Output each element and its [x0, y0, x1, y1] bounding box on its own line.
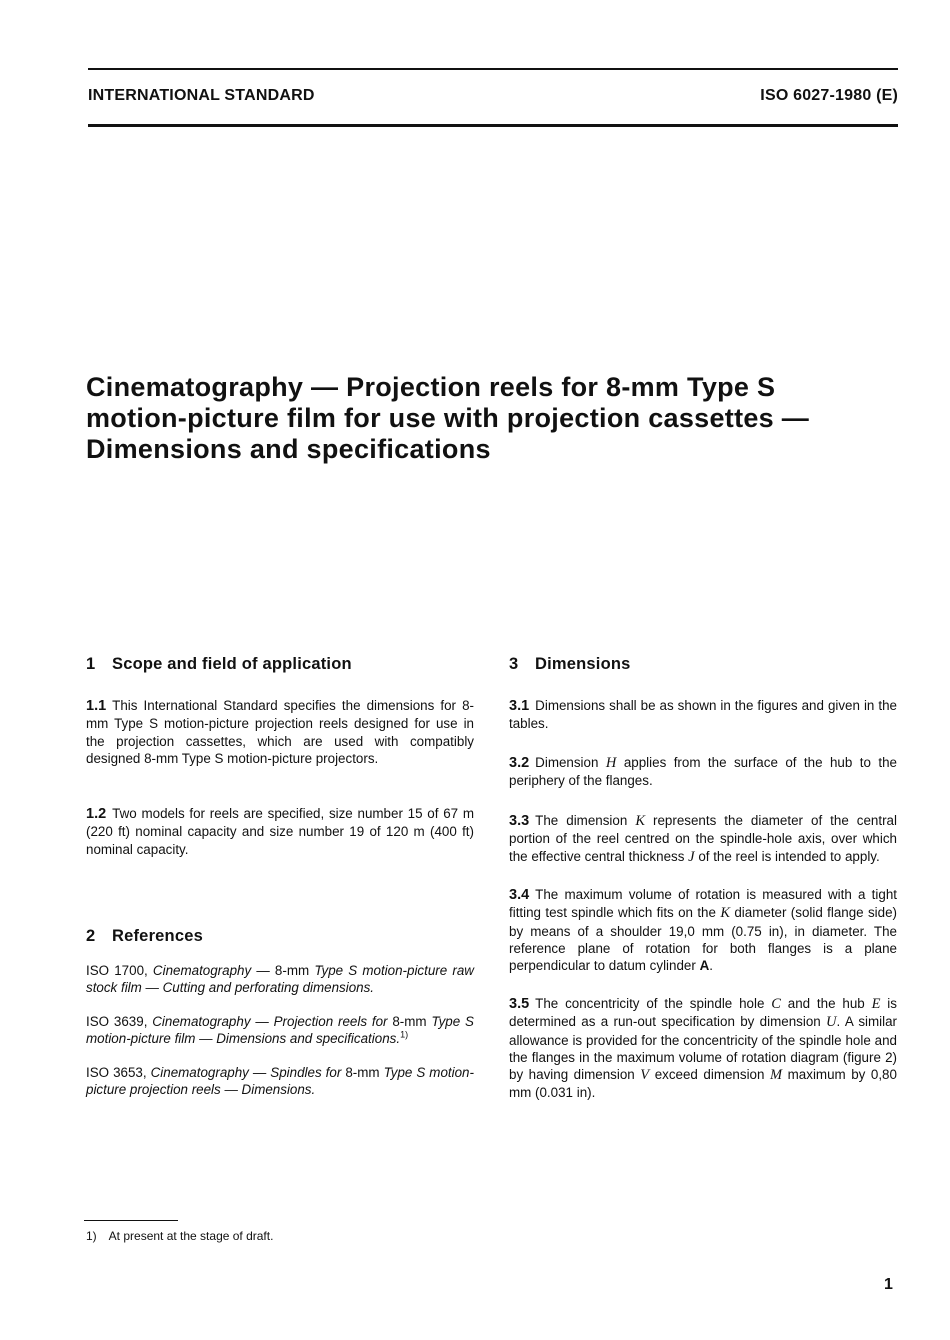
- clause-text: diameter (solid flange side) by means of a shoulder 19,0 mm (0.75 in), in diameter. The reference plane of rotation for both flanges is a plane perpendicular to datum cylinder: [509, 905, 897, 974]
- clause-number: 3.4: [509, 887, 530, 903]
- ref-format: 8-mm: [274, 963, 310, 978]
- header-top-rule: [88, 68, 898, 70]
- standard-number: ISO 6027-1980 (E): [760, 87, 898, 104]
- clause-text: Dimension: [535, 755, 599, 770]
- ref-dash: —: [252, 1065, 267, 1080]
- clause-text: of the reel is intended to apply.: [698, 848, 880, 864]
- clause-text: exceed dimension: [654, 1067, 765, 1083]
- doc-type-label: INTERNATIONAL STANDARD: [88, 87, 315, 104]
- dimension-symbol: K: [720, 905, 730, 922]
- datum-label: A: [699, 958, 710, 974]
- ref-title-part: Type S motion-picture raw stock film — Cutting and perforating dimensions.: [86, 963, 474, 996]
- clause-text: represents the diameter of the central portion of the reel centred on the spindle-hole axis, over which the effective central thickness: [509, 813, 897, 864]
- clause-text: Two models for reels are specified, size number 15 of 67 m (220 ft) nominal capacity and size number 19 of 120 m (400 ft) nominal capacity.: [86, 806, 474, 857]
- ref-title-part: Cinematography: [150, 1065, 249, 1080]
- ref-code: ISO 3653,: [86, 1065, 147, 1080]
- clause-number: 3.5: [509, 996, 530, 1012]
- clause-text: applies from the surface of the hub to the periphery of the flanges.: [509, 755, 897, 789]
- clause-text: The concentricity of the spindle hole: [535, 996, 765, 1011]
- ref-title-part: Cinematography: [152, 963, 252, 978]
- clause-number: 3.1: [509, 698, 530, 714]
- section-number: 3: [509, 655, 519, 673]
- section-3-heading: [509, 655, 631, 674]
- clause-number: 3.3: [509, 813, 530, 829]
- footnote: [86, 1229, 273, 1243]
- ref-format: 8-mm: [345, 1065, 380, 1080]
- section-title: References: [112, 927, 203, 945]
- section-title: Dimensions: [535, 655, 631, 673]
- title-line-2: motion-picture film for use with projection cassettes —: [86, 403, 810, 433]
- clause-3-1: [509, 697, 897, 733]
- section-number: 2: [86, 927, 96, 945]
- clause-3-2: [509, 754, 897, 790]
- clause-number: 3.2: [509, 755, 530, 771]
- clause-text: maximum by 0,80 mm (0.031 in).: [509, 1067, 897, 1101]
- dimension-symbol: K: [635, 813, 645, 829]
- clause-text: is determined as a run-out specification by dimension: [509, 996, 897, 1030]
- reference-iso-3653: [86, 1064, 474, 1099]
- page-number: 1: [884, 1276, 893, 1293]
- clause-number: 1.1: [86, 698, 107, 714]
- dimension-symbol: M: [770, 1067, 783, 1084]
- clause-3-3: [509, 812, 897, 866]
- dimension-symbol: V: [640, 1067, 650, 1084]
- dimension-symbol: H: [605, 755, 617, 771]
- clause-1-1: [86, 697, 474, 767]
- section-number: 1: [86, 655, 96, 673]
- title-line-1: Cinematography — Projection reels for 8-mm Type S: [86, 372, 776, 402]
- clause-text: The dimension: [535, 813, 628, 828]
- section-2-heading: [86, 927, 203, 946]
- clause-3-5: [509, 995, 897, 1102]
- clause-text: This International Standard specifies the dimensions for 8-mm Type S motion-picture projection reels designed for use in the projection cassettes, which are used with compatibly designed 8-mm Type S motion-picture projectors.: [86, 698, 474, 766]
- ref-title-part: Type S motion-picture projection reels — Dimensions.: [86, 1065, 474, 1098]
- ref-code: ISO 3639,: [86, 1014, 148, 1029]
- footnote-mark: 1): [86, 1229, 97, 1243]
- dimension-symbol: J: [688, 848, 695, 865]
- reference-iso-3639: [86, 1013, 474, 1048]
- dimension-symbol: U: [826, 1014, 837, 1031]
- section-1-heading: [86, 655, 352, 674]
- clause-text: .: [709, 958, 713, 974]
- reference-iso-1700: [86, 962, 474, 997]
- clause-1-2: [86, 805, 474, 858]
- section-title: Scope and field of application: [112, 655, 352, 673]
- footnote-reference[interactable]: 1): [400, 1029, 409, 1040]
- dimension-symbol: E: [871, 996, 881, 1012]
- ref-dash: —: [256, 963, 270, 978]
- footnote-divider: [84, 1220, 178, 1221]
- ref-code: ISO 1700,: [86, 963, 148, 978]
- document-title: [86, 372, 886, 465]
- clause-text: . A similar allowance is provided for the concentricity of the spindle hole and the flanges in the maximum volume of rotation diagram (figure 2) by having dimension: [509, 1014, 897, 1083]
- clause-text: and the hub: [787, 996, 865, 1011]
- ref-title-part: Spindles for: [270, 1065, 342, 1080]
- clause-text: The maximum volume of rotation is measured with a tight fitting test spindle which fits on the: [509, 887, 897, 921]
- ref-title-part: Cinematography: [152, 1014, 251, 1029]
- ref-dash: —: [255, 1014, 269, 1029]
- title-line-3: Dimensions and specifications: [86, 434, 491, 464]
- ref-title-part: Projection reels for: [273, 1014, 388, 1029]
- clause-text: Dimensions shall be as shown in the figures and given in the tables.: [509, 698, 897, 732]
- footnote-text: At present at the stage of draft.: [108, 1229, 274, 1243]
- clause-number: 1.2: [86, 806, 107, 822]
- dimension-symbol: C: [771, 996, 781, 1012]
- header-bottom-rule: [88, 124, 898, 127]
- ref-title-part: Type S motion-picture film — Dimensions and specifications.: [86, 1014, 474, 1047]
- clause-3-4: [509, 886, 897, 974]
- ref-format: 8-mm: [392, 1014, 427, 1029]
